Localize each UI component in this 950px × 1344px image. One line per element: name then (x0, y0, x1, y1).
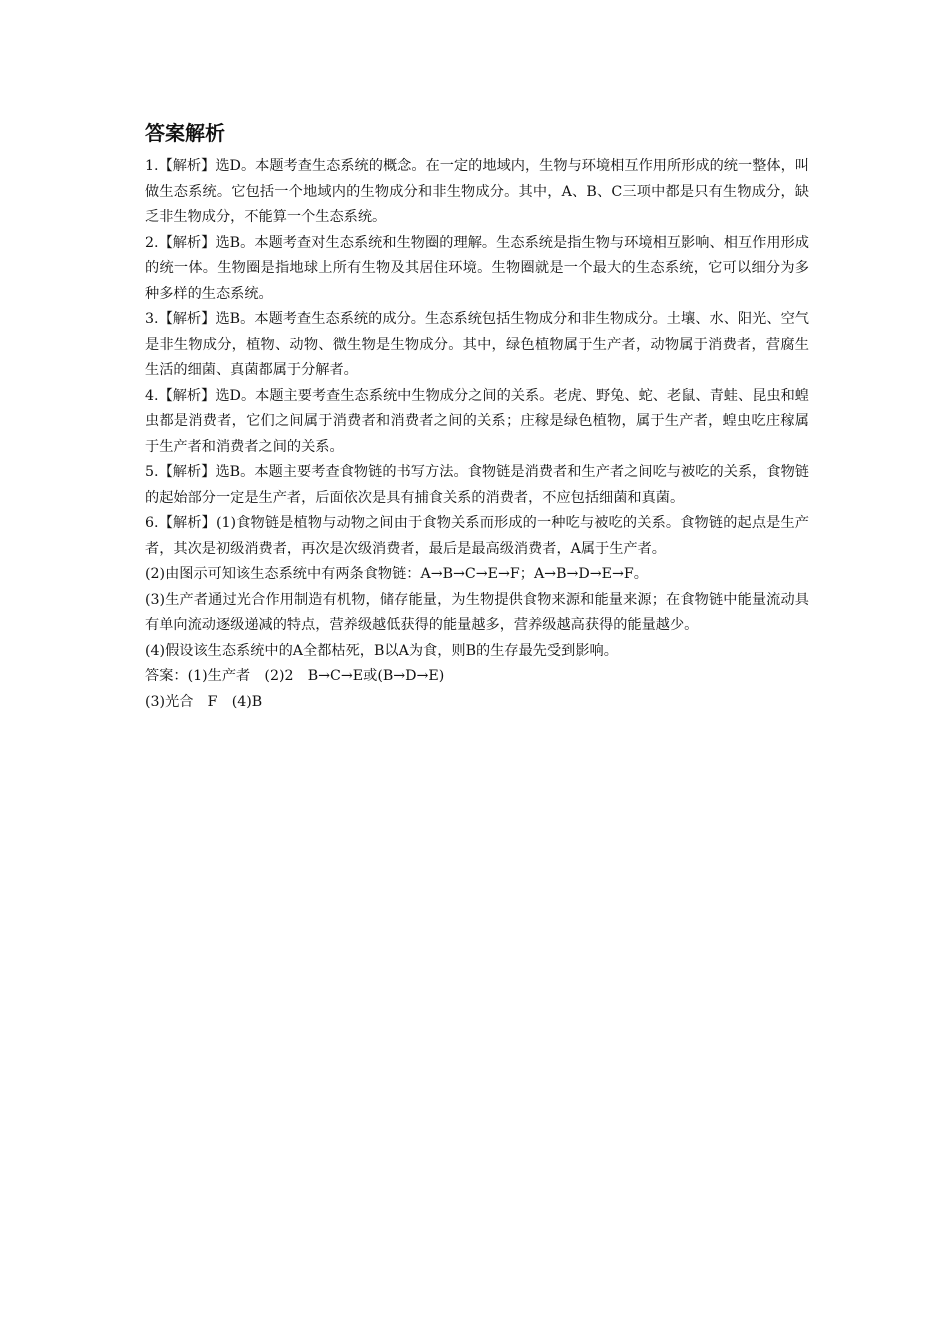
explanation-1: 1.【解析】选D。本题考查生态系统的概念。在一定的地域内，生物与环境相互作用所形成的统一整体，叫做生态系统。它包括一个地域内的生物成分和非生物成分。其中，A、B、C三项中都是只有生物成分，缺乏非生物成分，不能算一个生态系统。 (145, 158, 809, 225)
document-page (145, 118, 809, 715)
explanation-6-part-4: (4)假设该生态系统中的A全都枯死，B以A为食，则B的生存最先受到影响。 (145, 642, 618, 659)
explanation-3: 3.【解析】选B。本题考查生态系统的成分。生态系统包括生物成分和非生物成分。土壤、水、阳光、空气是非生物成分，植物、动物、微生物是生物成分。其中，绿色植物属于生产者，动物属于消费者，营腐生生活的细菌、真菌都属于分解者。 (145, 311, 809, 378)
explanation-5: 5.【解析】选B。本题主要考查食物链的书写方法。食物链是消费者和生产者之间吃与被吃的关系，食物链的起始部分一定是生产者，后面依次是具有捕食关系的消费者，不应包括细菌和真菌。 (145, 464, 809, 506)
explanation-6-part-1: 6.【解析】(1)食物链是植物与动物之间由于食物关系而形成的一种吃与被吃的关系。食物链的起点是生产者，其次是初级消费者，再次是次级消费者，最后是最高级消费者，A属于生产者。 (145, 515, 809, 557)
page-title: 答案解析 (145, 121, 225, 145)
answer-line-2: (3)光合 F (4)B (145, 693, 263, 710)
answer-line-1: 答案：(1)生产者 (2)2 B→C→E或(B→D→E) (145, 668, 445, 684)
explanation-6-part-3: (3)生产者通过光合作用制造有机物，储存能量，为生物提供食物来源和能量来源；在食物链中能量流动具有单向流动逐级递减的特点，营养级越低获得的能量越多，营养级越高获得的能量越少。 (145, 591, 809, 633)
explanation-4: 4.【解析】选D。本题主要考查生态系统中生物成分之间的关系。老虎、野兔、蛇、老鼠、青蛙、昆虫和蝗虫都是消费者，它们之间属于消费者和消费者之间的关系；庄稼是绿色植物，属于生产者，蝗虫吃庄稼属于生产者和消费者之间的关系。 (145, 387, 809, 455)
explanation-6-part-2: (2)由图示可知该生态系统中有两条食物链：A→B→C→E→F；A→B→D→E→F。 (145, 566, 648, 582)
explanation-2: 2.【解析】选B。本题考查对生态系统和生物圈的理解。生态系统是指生物与环境相互影响、相互作用形成的统一体。生物圈是指地球上所有生物及其居住环境。生物圈就是一个最大的生态系统，它可以细分为多种多样的生态系统。 (145, 234, 809, 302)
